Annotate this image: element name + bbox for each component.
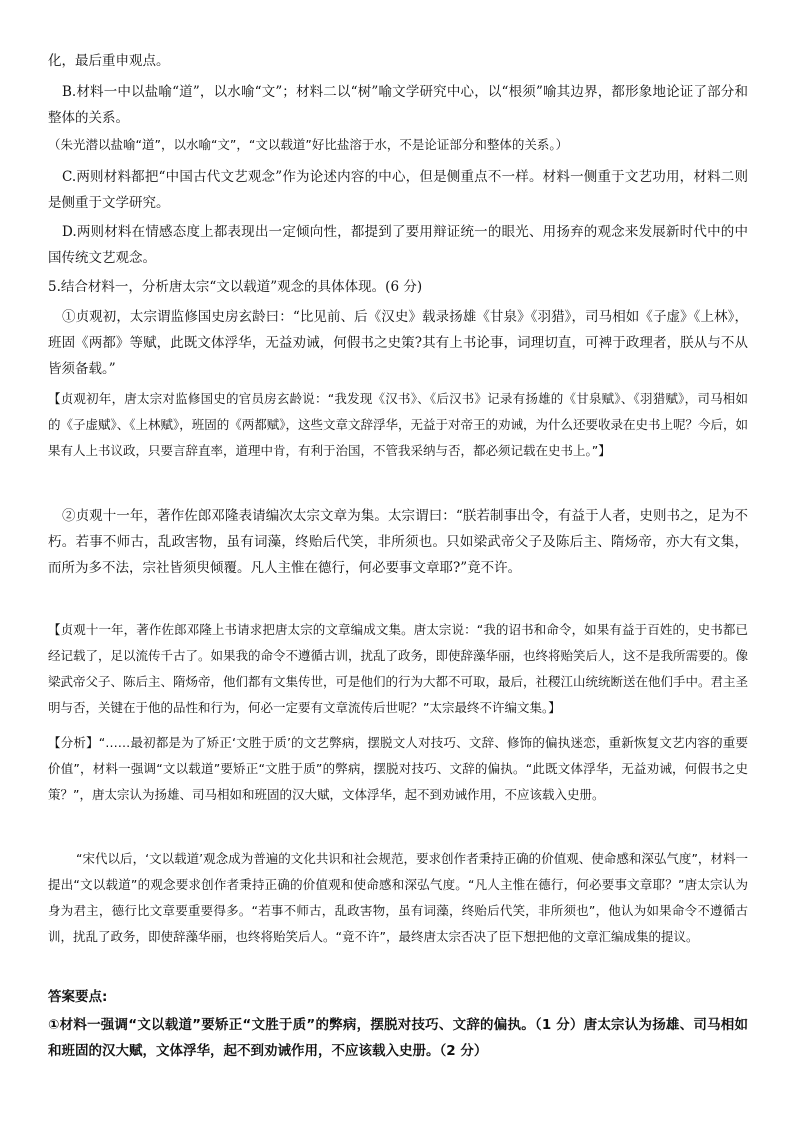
- paragraph-continuation: 化，最后重申观点。: [48, 53, 170, 69]
- answer-heading: 答案要点:: [48, 989, 108, 1005]
- answer-point-1: ①材料一强调“文以载道”要矫正“文胜于质”的弊病，摆脱对技巧、文辞的偏执。（1 分）唐太宗认为扬雄、司马相如和班固的汉大赋，文体浮华，起不到劝诫作用，不应该载入史册。（2 分）: [48, 1017, 748, 1059]
- option-b: B.材料一中以盐喻“道”，以水喻“文”；材料二以“树”喻文学研究中心，以“根须”喻其边界，都形象地论证了部分和整体的关系。: [48, 84, 748, 126]
- translation-2: 【贞观十一年，著作佐郎邓隆上书请求把唐太宗的文章编成文集。唐太宗说：“我的诏书和命令，如果有益于百姓的，史书都已经记载了，足以流传千古了。如果我的命令不遵循古训，扰乱了政务，即使辞藻华丽，也终将贻笑后人，这不是我所需要的。像梁武帝父子、陈后主、隋炀帝，他们都有文集传世，可是他们的行为大都不可取，最后，社稷江山统统断送在他们手中。君主圣明与否，关键在于他的品性和行为，何必一定要有文章流传后世呢？”太宗最终不许编文集。】: [48, 622, 749, 715]
- analysis-2: “宋代以后，‘文以载道’观念成为普遍的文化共识和社会规范，要求创作者秉持正确的价值观、使命感和深弘气度”，材料一提出“文以载道”的观念要求创作者秉持正确的价值观和使命感和深弘气度。“凡人主惟在德行，何必要事文章耶？”唐太宗认为身为君主，德行比文章要重要得多。“若事不师古，乱政害物，虽有词藻，终贻后代笑，非所须也”，他认为如果命令不遵循古训，扰乱了政务，即使辞藻华丽，也终将贻笑后人。“竟不许”，最终唐太宗否决了臣下想把他的文章汇编成集的提议。: [48, 851, 748, 944]
- question-5: 5.结合材料一，分析唐太宗“文以载道”观念的具体体现。(6 分): [48, 279, 423, 295]
- option-d: D.两则材料在情感态度上都表现出一定倾向性，都提到了要用辩证统一的眼光、用扬弃的观念来发展新时代中的中国传统文艺观念。: [48, 224, 748, 266]
- analysis-1: 【分析】“……最初都是为了矫正‘文胜于质’的文艺弊病，摆脱文人对技巧、文辞、修饰的偏执迷恋，重新恢复文艺内容的重要价值”，材料一强调“文以载道”要矫正“文胜于质”的弊病，摆脱对技巧、文辞的偏执。“此既文体浮华，无益劝诫，何假书之史策？”，唐太宗认为扬雄、司马相如和班固的汉大赋，文体浮华，起不到劝诫作用，不应该载入史册。: [48, 735, 748, 802]
- option-c: C.两则材料都把“中国古代文艺观念”作为论述内容的中心，但是侧重点不一样。材料一侧重于文艺功用，材料二则是侧重于文学研究。: [48, 169, 748, 211]
- option-b-note: （朱光潜以盐喻“道”，以水喻“文”，“文以载道”好比盐溶于水，不是论证部分和整体的关系。）: [48, 137, 569, 152]
- source-text-2: ②贞观十一年，著作佐郎邓隆表请编次太宗文章为集。太宗谓曰：“朕若制事出令，有益于人者，史则书之，足为不朽。若事不师古，乱政害物，虽有词藻，终贻后代笑，非所须也。只如梁武帝父子及陈后主、隋炀帝，亦大有文集，而所为多不法，宗社皆须臾倾覆。凡人主惟在德行，何必要事文章耶?”竟不许。: [48, 508, 748, 576]
- source-text-1: ①贞观初，太宗谓监修国史房玄龄曰：“比见前、后《汉史》载录扬雄《甘泉》《羽猎》，司马相如《子虚》《上林》，班固《两都》等赋，此既文体浮华，无益劝诫，何假书之史策?其有上书论事，词理切直，可裨于政理者，朕从与不从皆须备载。”: [48, 309, 748, 377]
- translation-1: 【贞观初年，唐太宗对监修国史的官员房玄龄说：“我发现《汉书》、《后汉书》记录有扬雄的《甘泉赋》、《羽猎赋》，司马相如的《子虚赋》、《上林赋》，班固的《两都赋》，这些文章文辞浮华，无益于对帝王的劝诫，为什么还要收录在史书上呢？今后，如果有人上书议政，只要言辞直率，道理中肯，有利于治国，不管我采纳与否，都必须记载在史书上。”】: [48, 391, 749, 458]
